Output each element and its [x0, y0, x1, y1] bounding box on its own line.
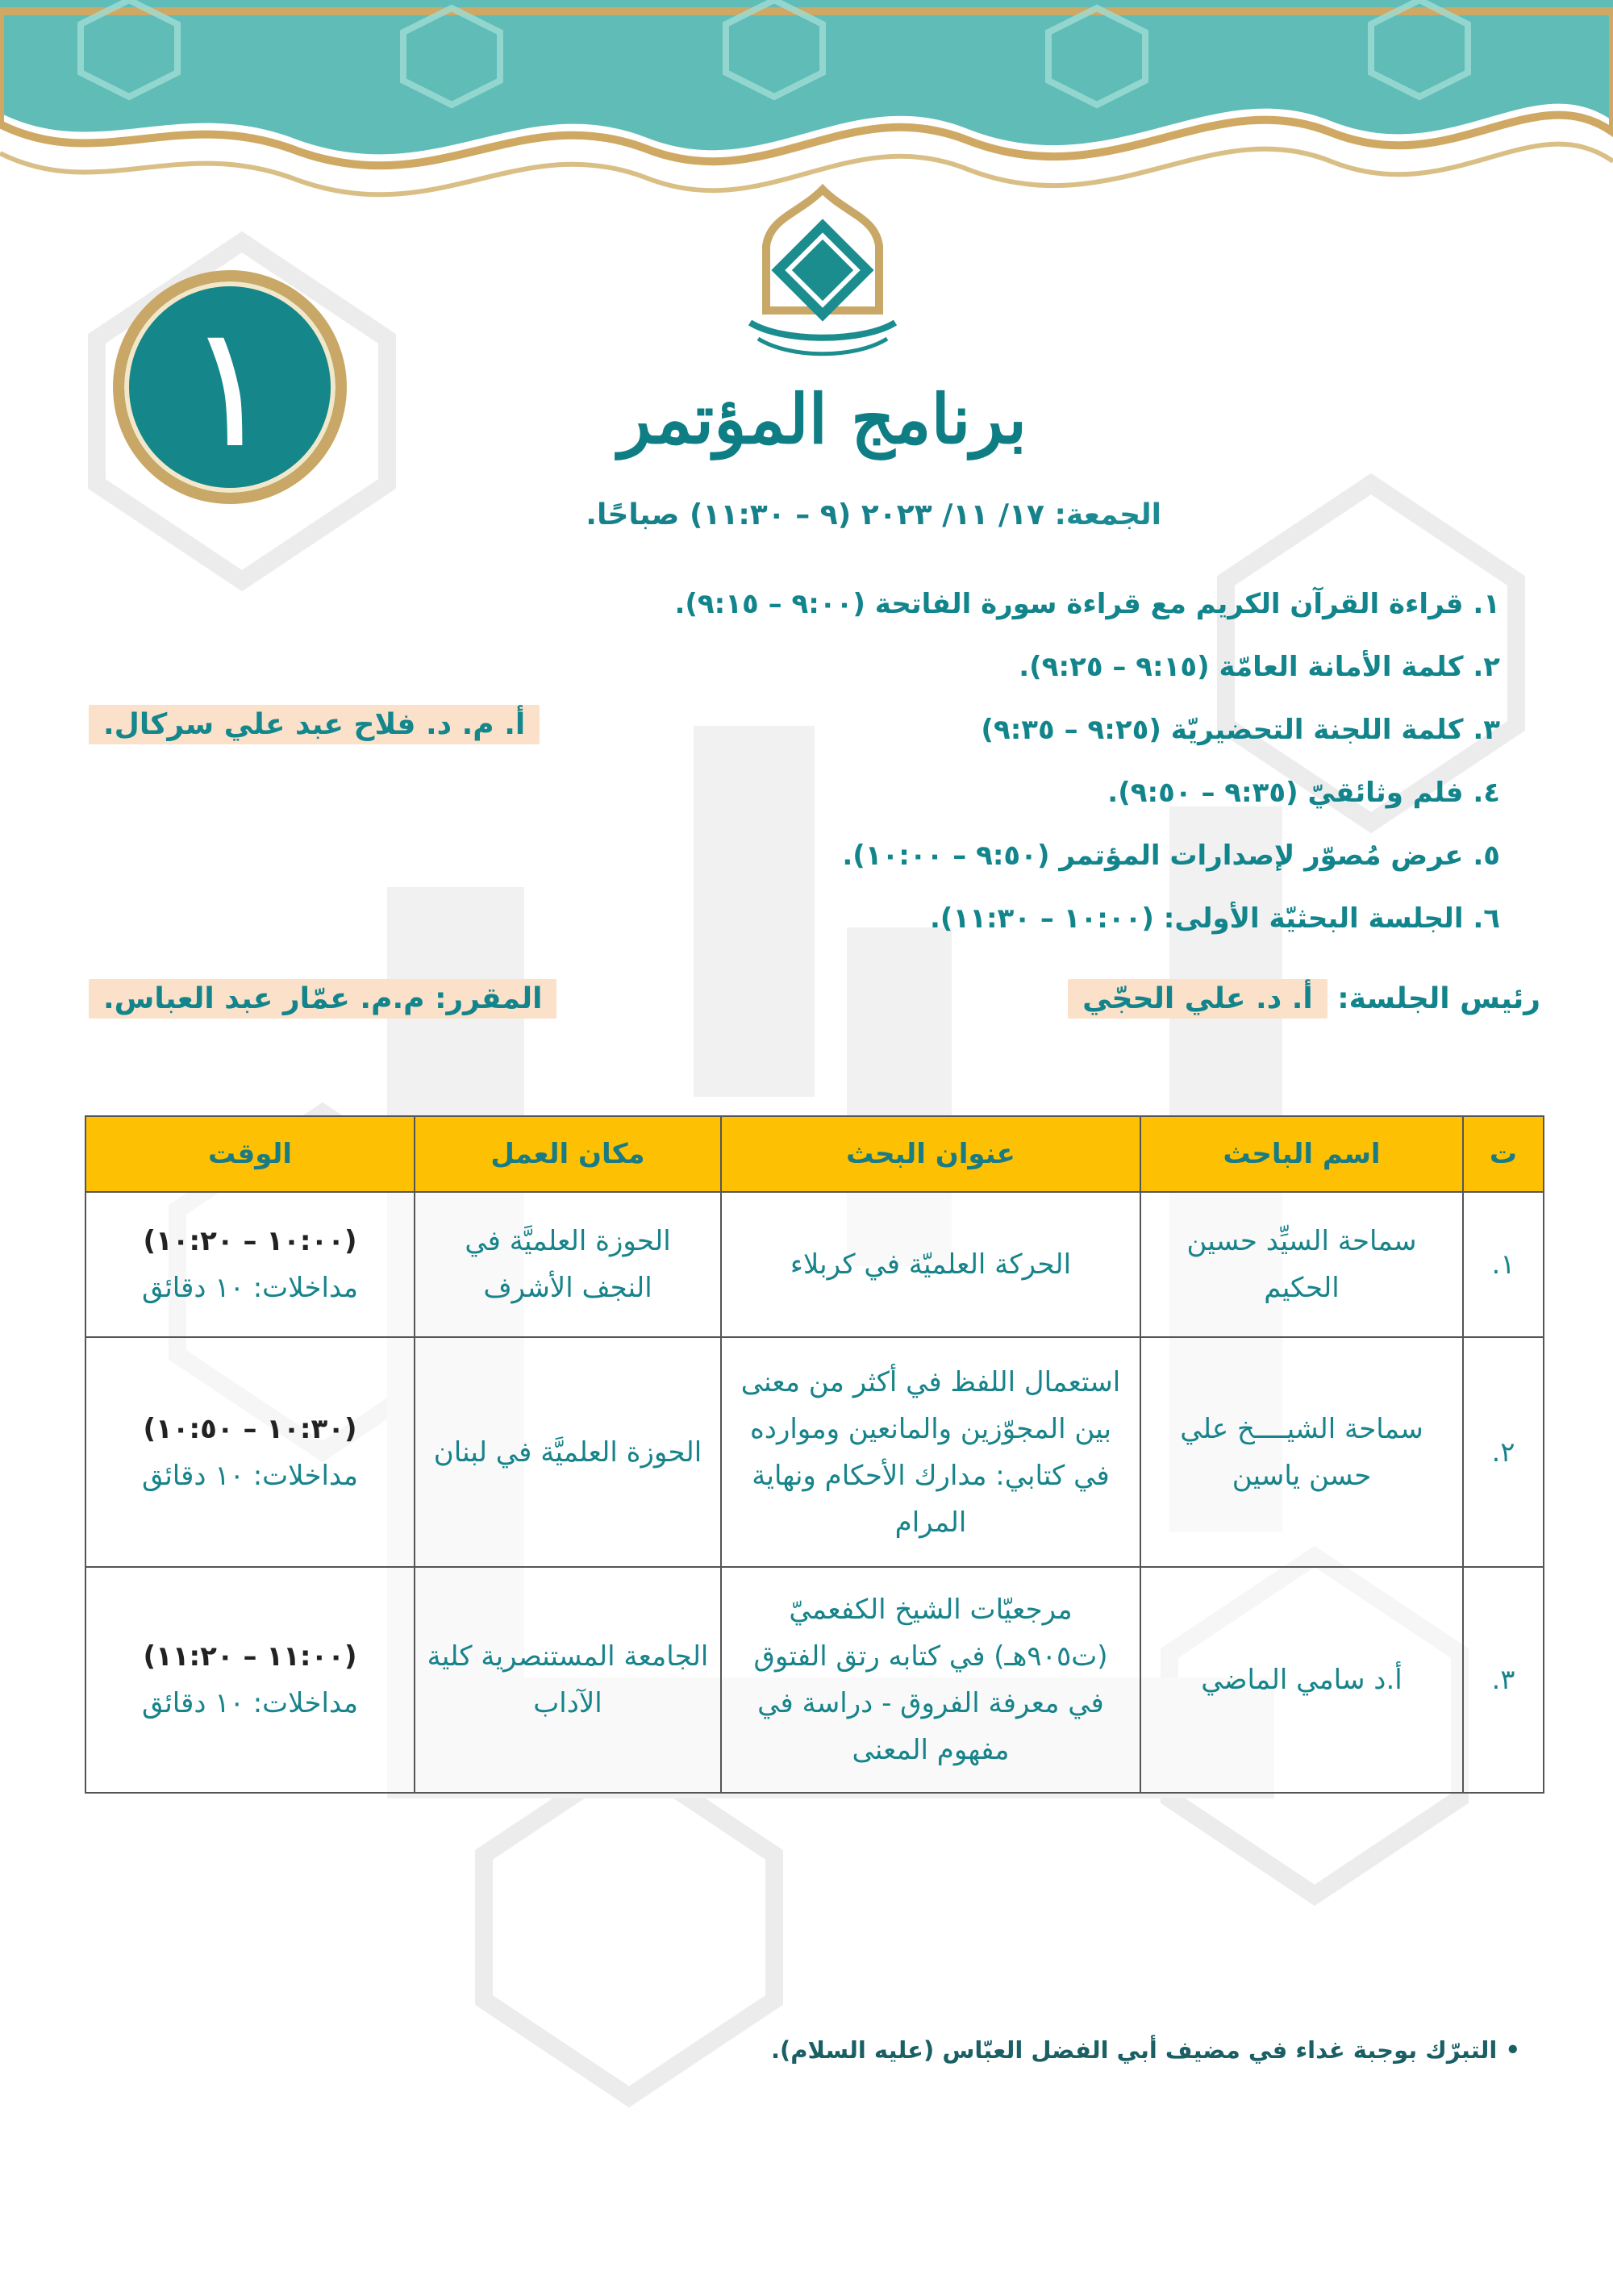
discussion-time: مداخلات: ١٠ دقائق	[141, 1459, 358, 1492]
table-row	[85, 1192, 1544, 1337]
program-item: ٤. فلم وثائقيّ (٩:٣٥ – ٩:٥٠).	[1107, 777, 1500, 809]
footnote: • التبرّك بوجبة غداء في مضيف أبي الفضل العبّاس (عليه السلام).	[770, 2036, 1520, 2064]
discussion-time: مداخلات: ١٠ دقائق	[141, 1687, 358, 1719]
date-line	[586, 498, 1161, 531]
date-value: ١٧/ ١١/ ٢٠٢٣ (٩ – ١١:٣٠) صباحًا.	[586, 498, 1044, 531]
row-time	[85, 1337, 415, 1567]
header-time: الوقت	[85, 1116, 415, 1192]
rapporteur-label: المقرر:	[435, 982, 543, 1015]
program-list	[452, 573, 1500, 950]
header-workplace: مكان العمل	[415, 1116, 721, 1192]
header-num: ت	[1463, 1116, 1544, 1192]
program-item: ١. قراءة القرآن الكريم مع قراءة سورة الفاتحة (٩:٠٠ – ٩:١٥).	[674, 588, 1500, 620]
row-time	[85, 1567, 415, 1793]
row-time	[85, 1192, 415, 1337]
session-chair	[1068, 982, 1540, 1015]
row-num: ١.	[1463, 1192, 1544, 1337]
page-number-badge	[113, 270, 347, 504]
time-range: (١١:٠٠ – ١١:٢٠)	[143, 1640, 357, 1673]
speaker-highlight: أ. م. د. فلاح عبد علي سركال.	[89, 705, 540, 744]
speaker-name	[89, 708, 540, 741]
discussion-time: مداخلات: ١٠ دقائق	[141, 1272, 358, 1304]
row-title: استعمال اللفظ في أكثر من معنى بين المجوّزين والمانعين وموارده في كتابي: مدارك الأحكام ونهاية المرام	[721, 1337, 1140, 1567]
row-title: مرجعيّات الشيخ الكفعميّ (ت٩٠٥هـ) في كتابه رتق الفتوق في معرفة الفروق - دراسة في مفهوم المعنى	[721, 1567, 1140, 1793]
row-researcher: سماحة السيِّد حسين الحكيم	[1140, 1192, 1463, 1337]
row-workplace: الحوزة العلميَّة في لبنان	[415, 1337, 721, 1567]
session-rapporteur	[89, 982, 556, 1015]
table-row	[85, 1567, 1544, 1793]
program-item: ٦. الجلسة البحثيّة الأولى: (١٠:٠٠ – ١١:٣٠).	[929, 902, 1500, 935]
row-num: ٢.	[1463, 1337, 1544, 1567]
program-item: ٢. كلمة الأمانة العامّة (٩:١٥ – ٩:٢٥).	[1019, 651, 1500, 683]
row-workplace: الحوزة العلميَّة في النجف الأشرف	[415, 1192, 721, 1337]
row-researcher: أ.د سامي الماضي	[1140, 1567, 1463, 1793]
page-title: برنامج المؤتمر	[618, 379, 1027, 459]
row-researcher: سماحة الشيــــخ علي حسن ياسين	[1140, 1337, 1463, 1567]
program-item: ٣. كلمة اللجنة التحضيريّة (٩:٢٥ – ٩:٣٥)	[981, 714, 1500, 746]
conference-logo	[734, 181, 911, 367]
row-workplace: الجامعة المستنصرية كلية الآداب	[415, 1567, 721, 1793]
rapporteur-name: م.م. عمّار عبد العباس.	[103, 982, 425, 1015]
header-researcher: اسم الباحث	[1140, 1116, 1463, 1192]
header-title: عنوان البحث	[721, 1116, 1140, 1192]
table-header-row	[85, 1116, 1544, 1192]
row-title: الحركة العلميّة في كربلاء	[721, 1192, 1140, 1337]
schedule-table	[85, 1115, 1544, 1794]
time-range: (١٠:٠٠ – ١٠:٢٠)	[143, 1225, 357, 1257]
date-label: الجمعة:	[1054, 498, 1161, 531]
badge-number: ١	[184, 288, 276, 485]
chair-name: أ. د. علي الحجّي	[1068, 979, 1327, 1019]
time-range: (١٠:٣٠ – ١٠:٥٠)	[143, 1412, 357, 1445]
program-item: ٥. عرض مُصوّر لإصدارات المؤتمر (٩:٥٠ – ١٠:٠٠).	[842, 840, 1500, 872]
row-num: ٣.	[1463, 1567, 1544, 1793]
rapporteur-highlight	[89, 979, 556, 1019]
table-row	[85, 1337, 1544, 1567]
chair-label: رئيس الجلسة:	[1337, 982, 1540, 1015]
